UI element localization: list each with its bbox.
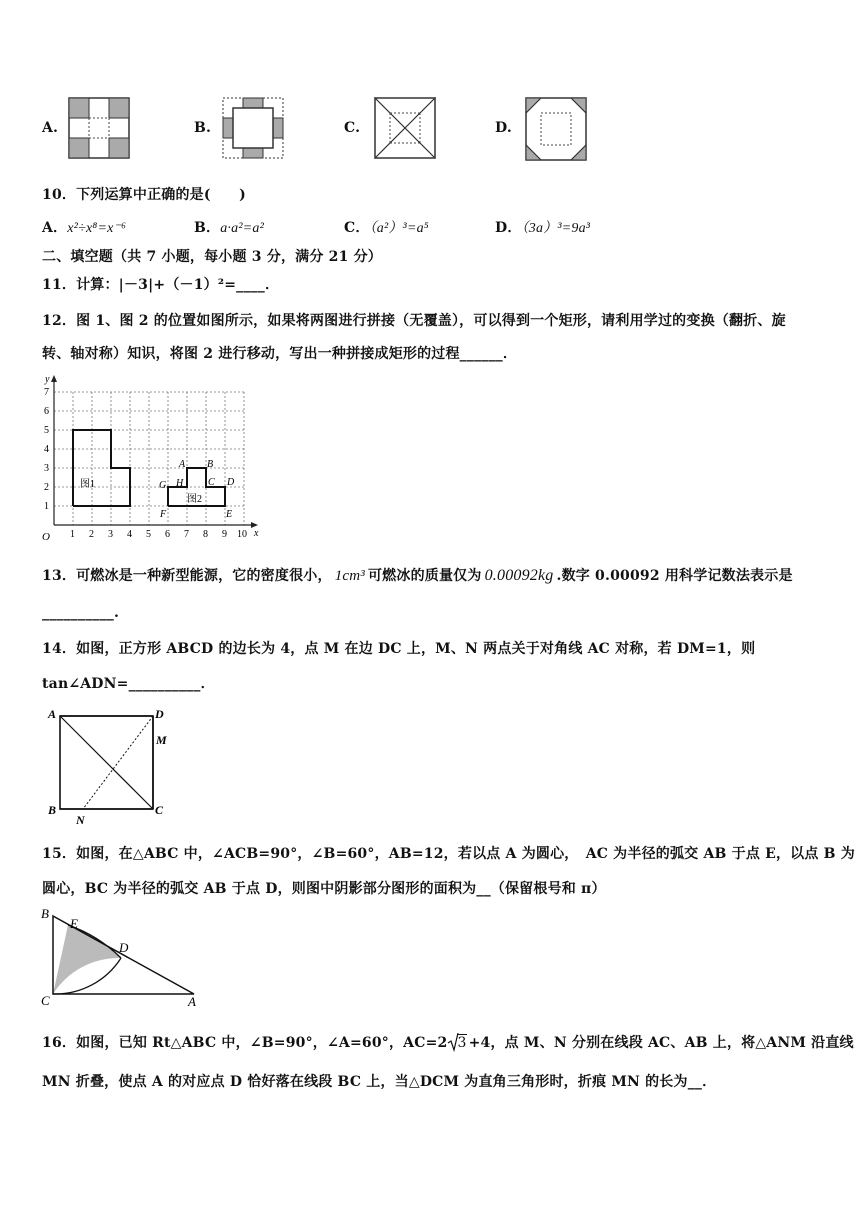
q12-line1: 12．图 1、图 2 的位置如图所示，如果将两图进行拼接（无覆盖），可以得到一个矩形，请利用学过的变换（翻折、旋	[42, 313, 786, 329]
q12-y-tick: 2	[44, 482, 49, 493]
q10-option-c-expr: （a²）³=a⁵	[369, 221, 429, 236]
q14-line1: 14．如图，正方形 ABCD 的边长为 4，点 M 在边 DC 上，M、N 两点关于对角线 AC 对称，若 DM=1，则	[42, 641, 756, 657]
q15-label-a: A	[188, 994, 196, 1008]
q12-x-tick: 2	[89, 529, 94, 540]
q16-text-b: +4，点 M、N 分别在线段 AC、AB 上，将△ANM 沿直线	[468, 1035, 854, 1051]
q10-option-a-label: A．	[42, 220, 68, 236]
q12-point-d: D	[227, 477, 235, 488]
q12-y-tick: 1	[44, 501, 49, 512]
q15-label-c: C	[41, 993, 50, 1008]
q10-stem: 10．下列运算中正确的是( )	[42, 187, 246, 203]
q12-figure2-label: 图2	[187, 494, 202, 505]
q14-segment-dn	[83, 716, 153, 809]
q12-figure1-label: 图1	[80, 479, 95, 490]
q14-label-b: B	[48, 803, 57, 817]
q12-x-tick: 4	[127, 529, 132, 540]
q10-option-d	[495, 217, 590, 237]
q12-y-ticks	[44, 387, 49, 512]
q15-triangle-figure	[36, 902, 206, 1008]
q10-option-d-expr: （3a）³=9a³	[521, 221, 591, 236]
q15-label-e: E	[70, 916, 78, 931]
q12-point-a: A	[179, 459, 186, 470]
q13-text-a: 13．可燃冰是一种新型能源，它的密度很小，	[42, 568, 332, 584]
q10-option-d-label: D．	[495, 220, 522, 236]
q12-x-tick: 6	[165, 529, 170, 540]
q10-option-b	[194, 217, 264, 237]
q12-y-axis-label: y	[45, 374, 50, 385]
q12-origin-label: O	[42, 531, 50, 542]
q10-option-a-expr: x²÷x⁸=x⁻⁶	[67, 221, 127, 236]
q12-line2: 转、轴对称）知识，将图 2 进行移动，写出一种拼接成矩形的过程______．	[42, 346, 518, 362]
q12-x-tick: 1	[70, 529, 75, 540]
q12-y-tick: 4	[44, 444, 49, 455]
q12-coordinate-figure	[36, 370, 266, 542]
q16-radical-sign	[447, 1032, 459, 1052]
q14-label-d: D	[155, 707, 164, 721]
q10-option-c	[344, 217, 429, 237]
q16-sqrt	[447, 1035, 466, 1051]
q15-line2: 圆心，BC 为半径的弧交 AB 于点 D，则图中阴影部分图形的面积为__（保留根号和 π）	[42, 881, 606, 897]
q12-point-e: E	[226, 509, 233, 520]
q9-option-c-figure	[374, 97, 436, 159]
q12-x-tick: 8	[203, 529, 208, 540]
q11-text: 11．计算：|－3|+（－1）²=____．	[42, 277, 280, 293]
q15-line1: 15．如图，在△ABC 中，∠ACB=90°，∠B=60°，AB=12，若以点 A 为圆心， AC 为半径的弧交 AB 于点 E，以点 B 为	[42, 846, 855, 862]
q12-y-tick: 6	[44, 406, 49, 417]
q12-figure1-shape	[73, 430, 130, 506]
q9-option-a-figure	[68, 97, 130, 159]
q12-y-tick: 7	[44, 387, 49, 398]
q12-x-tick: 3	[108, 529, 113, 540]
q14-label-n: N	[76, 813, 85, 827]
q14-line2: tan∠ADN=__________．	[42, 676, 215, 692]
q14-label-c: C	[155, 803, 164, 817]
q9-option-b-label: B.	[194, 120, 212, 136]
q13-text-b: 可燃冰的质量仅为	[367, 568, 482, 584]
q14-square-figure	[40, 702, 180, 828]
q16-text-a: 16．如图，已知 Rt△ABC 中，∠B=90°，∠A=60°，AC=2	[42, 1035, 448, 1051]
q16-line2: MN 折叠，使点 A 的对应点 D 恰好落在线段 BC 上，当△DCM 为直角三角形时，折痕 MN 的长为__．	[42, 1074, 717, 1090]
q12-x-tick: 10	[237, 529, 247, 540]
q12-y-tick: 5	[44, 425, 49, 436]
q12-x-tick: 7	[184, 529, 189, 540]
q14-label-a: A	[48, 707, 57, 721]
q13-unit-expr: 1cm³	[334, 568, 365, 584]
q12-point-h: H	[176, 478, 184, 489]
q12-point-b: B	[207, 459, 214, 470]
q9-option-c-label: C.	[344, 120, 361, 136]
q9-option-d-figure	[525, 97, 587, 161]
q12-x-axis-label: x	[254, 528, 259, 539]
q14-diagonal-ac	[60, 716, 153, 809]
q12-x-tick: 9	[222, 529, 227, 540]
q16-sqrt-value: 3	[457, 1035, 467, 1051]
q16-line1	[42, 1032, 854, 1052]
q12-y-tick: 3	[44, 463, 49, 474]
q12-x-tick: 5	[146, 529, 151, 540]
q14-label-m: M	[156, 733, 167, 747]
q12-point-f: F	[160, 509, 167, 520]
q13-line1	[42, 565, 793, 585]
q9-option-a-label: A.	[42, 120, 59, 136]
q13-mass-expr: 0.00092kg	[484, 567, 554, 584]
section-heading: 二、填空题（共 7 小题，每小题 3 分，满分 21 分）	[42, 249, 383, 265]
q12-x-ticks	[70, 529, 247, 540]
q13-line2: __________.	[42, 605, 120, 621]
q15-label-b: B	[41, 906, 49, 921]
q10-option-a	[42, 217, 126, 237]
q10-option-c-label: C．	[344, 220, 370, 236]
q15-label-d: D	[119, 940, 129, 955]
q12-point-c: C	[208, 477, 215, 488]
q10-option-b-expr: a·a²=a²	[220, 221, 264, 236]
q9-option-d-label: D.	[495, 120, 512, 136]
q9-option-b-figure	[222, 97, 284, 159]
q10-option-b-label: B．	[194, 220, 221, 236]
q13-text-c: .数字 0.00092 用科学记数法表示是	[556, 568, 793, 584]
q12-point-g: G	[159, 480, 167, 491]
